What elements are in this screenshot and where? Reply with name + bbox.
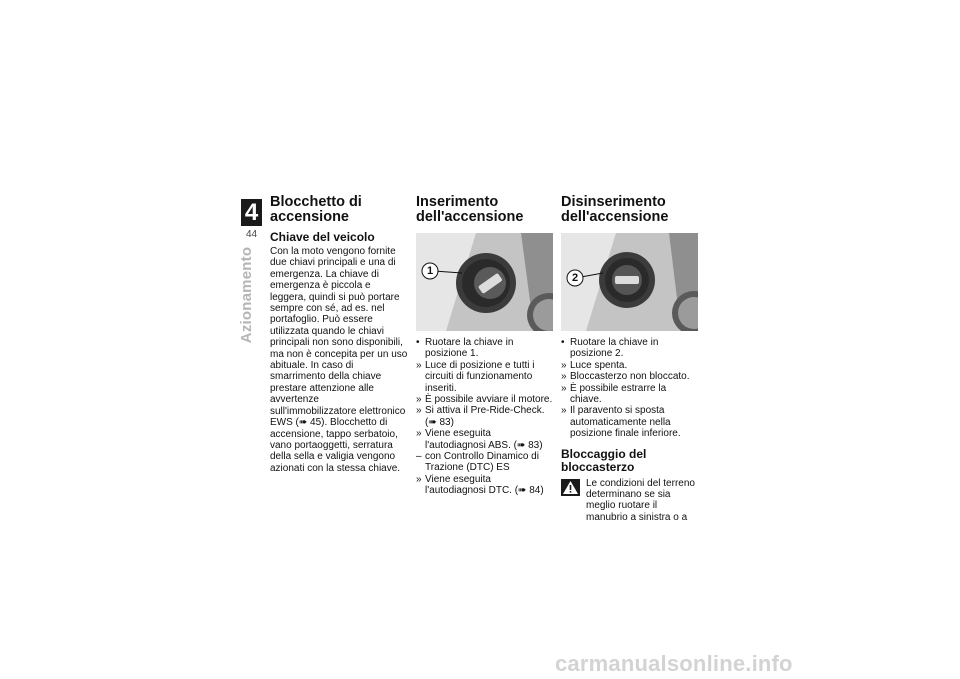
watermark: carmanualsonline.info xyxy=(555,651,793,676)
list-item: – con Controllo Dinamico di Trazione (DTC) ES xyxy=(416,451,539,474)
ignition-on-photo xyxy=(416,233,553,331)
list-item: » È possibile avviare il motore. xyxy=(416,394,553,406)
warning-text: Le condizioni del terreno determinano se sia meglio ruotare il manubrio a sinistra o a xyxy=(586,477,695,523)
list-item: • Ruotare la chiave in posizione 1. xyxy=(416,337,514,360)
vehicle-key-text: Con la moto vengono fornite due chiavi principali e una di emergenza. La chiave di emergenza è piccola e leggera, quindi si può portare sempre con sé, ad es. nel portafoglio. Può essere utilizzata quando le chiavi principali non sono disponibili, ma non è concepita per un uso abituale. In caso di smarrimento della chiave prestare attenzione alle avvertenze sull'immobilizzatore elettronico EWS (➠ 45). Blocchetto di accensione, tappo serbatoio, vano portaoggetti, serratura della sella e valigia vengono azionati con la stessa chiave. xyxy=(270,246,408,474)
page-number: 44 xyxy=(245,229,258,240)
column-ignition-off xyxy=(561,195,699,523)
list-item: » Viene eseguita l'autodiagnosi DTC. (➠ 84) xyxy=(416,473,544,497)
ignition-off-photo xyxy=(561,233,698,331)
heading-vehicle-key: Chiave del veicolo xyxy=(270,230,375,244)
list-item: » È possibile estrarre la chiave. xyxy=(561,382,667,406)
heading-ignition-lock: Blocchetto di accensione xyxy=(270,194,362,225)
list-item: » Luce di posizione e tutti i circuiti di funzionamento inseriti. xyxy=(416,359,535,394)
column-vehicle-key xyxy=(270,195,408,474)
list-item: » Luce spenta. xyxy=(561,359,628,371)
heading-ignition-on: Inserimento dell'accensione xyxy=(416,194,524,225)
callout-2: 2 xyxy=(571,272,579,284)
list-item: » Bloccasterzo non bloccato. xyxy=(561,371,690,383)
column-ignition-on xyxy=(416,195,554,497)
list-item: » Si attiva il Pre-Ride-Check. (➠ 83) xyxy=(416,405,545,428)
list-item: » Viene eseguita l'autodiagnosi ABS. (➠ 83) xyxy=(416,428,543,451)
callout-1: 1 xyxy=(426,265,434,277)
section-title-vertical: Azionamento xyxy=(238,246,255,344)
warning-icon xyxy=(561,479,580,496)
list-item: » Il paravento si sposta automaticamente nella posizione finale inferiore. xyxy=(561,405,681,440)
heading-ignition-off: Disinserimento dell'accensione xyxy=(561,194,669,225)
ignition-on-list xyxy=(416,337,554,497)
ignition-off-list xyxy=(561,337,699,440)
warning-block xyxy=(561,478,699,524)
heading-steering-lock: Bloccaggio del bloccasterzo xyxy=(561,446,647,474)
chapter-tab: 4 xyxy=(241,199,262,226)
list-item: • Ruotare la chiave in posizione 2. xyxy=(561,337,659,360)
